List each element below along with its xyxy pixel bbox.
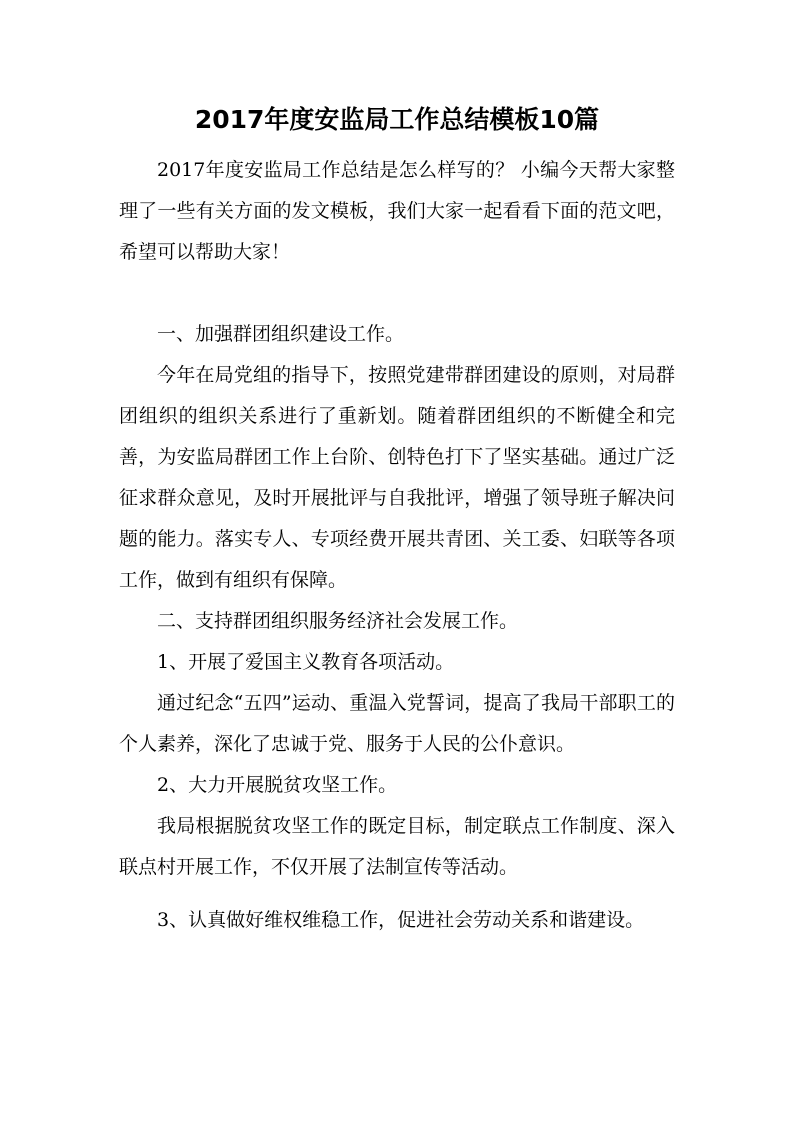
body-paragraph: 今年在局党组的指导下，按照党建带群团建设的原则，对局群团组织的组织关系进行了重新划。随着群团组织的不断健全和完善，为安监局群团工作上台阶、创特色打下了坚实基础。通过广泛征求群众意见，及时开展批评与自我批评，增强了领导班子解决问题的能力。落实专人、专项经费开展共青团、关工委、妇联等各项工作，做到有组织有保障。 [119, 364, 675, 591]
section-heading-1: 一、加强群团组织建设工作。 [157, 323, 405, 345]
subheading-1: 1、开展了爱国主义教育各项活动。 [157, 651, 455, 673]
intro-paragraph: 2017年度安监局工作总结是怎么样写的？ 小编今天帮大家整理了一些有关方面的发文模板，我们大家一起看看下面的范文吧，希望可以帮助大家！ [119, 159, 675, 263]
document-title: 2017年度安监局工作总结模板10篇 [194, 105, 600, 134]
paragraph-gap [119, 888, 675, 900]
subheading-3: 3、认真做好维权维稳工作，促进社会劳动关系和谐建设。 [157, 909, 645, 931]
section-heading-2: 二、支持群团组织服务经济社会发展工作。 [157, 610, 519, 632]
document-body [119, 150, 675, 941]
blank-line [119, 273, 675, 314]
subheading-2: 2、大力开展脱贫攻坚工作。 [157, 774, 398, 796]
body-paragraph: 我局根据脱贫攻坚工作的既定目标，制定联点工作制度、深入联点村开展工作，不仅开展了法制宣传等活动。 [119, 815, 675, 878]
body-paragraph: 通过纪念“五四”运动、重温入党誓词，提高了我局干部职工的个人素养，深化了忠诚于党、服务于人民的公仆意识。 [119, 692, 675, 755]
